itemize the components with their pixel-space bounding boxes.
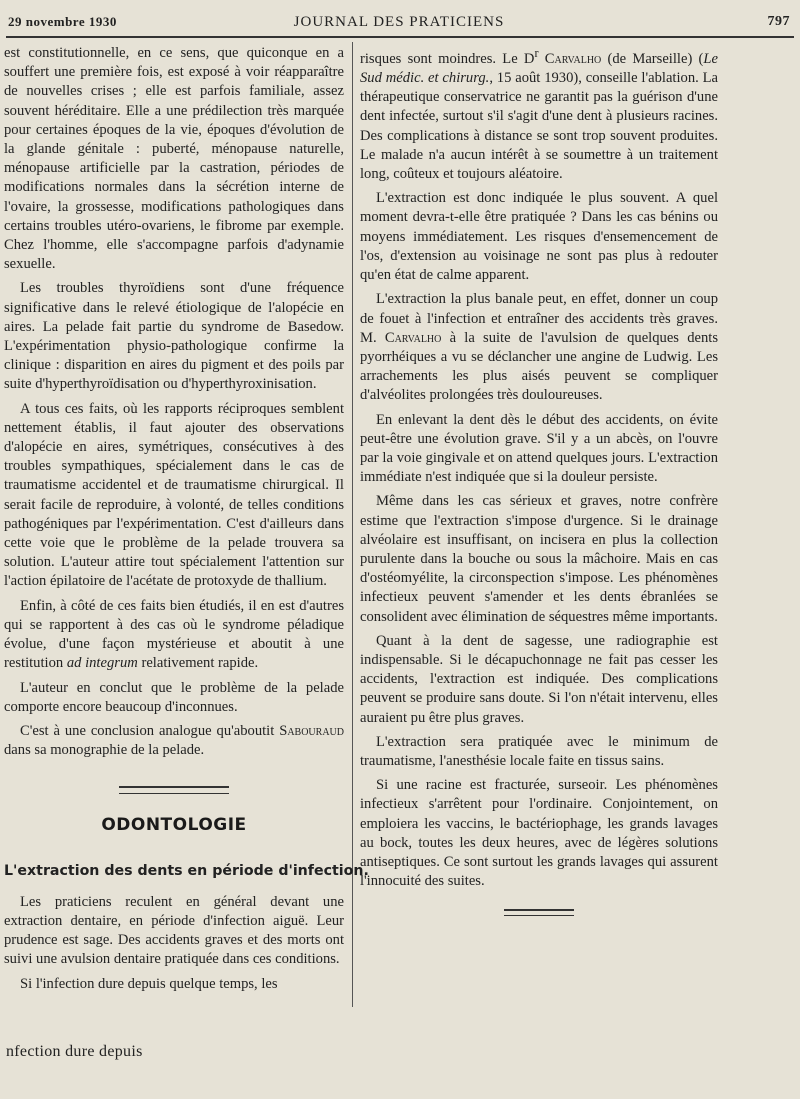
paragraph: Quant à la dent de sagesse, une radiographie est indispensable. Si le décapuchonnage ne fait pas cesser les accidents, l'extraction est indiquée. Des complications peuvent se produire sans doute. Si l'on n'était intervenu, elles auraient pu être plus graves. bbox=[360, 632, 718, 726]
right-column bbox=[360, 44, 718, 916]
header-date: 29 novembre 1930 bbox=[8, 14, 117, 29]
paragraph: Si l'infection dure depuis quelque temps, les bbox=[20, 975, 278, 992]
paragraph: Si une racine est fracturée, surseoir. Les phénomènes infectieux s'arrêtent pour l'ordinaire. Conjointement, on emploiera les vaccins, le bactériophage, les grands lavages au bock, toutes les deux heures, avec de légères solutions antiseptiques. Ce sont surtout les grands lavages qui assurent l'innocuité des suites. bbox=[360, 777, 718, 890]
paragraph: A tous ces faits, où les rapports réciproques semblent nettement établis, il faut ajouter des observations d'alopécie en aires, symétriques, consécutives à des troubles sympathiques, spécialement dans le cas de traumatisme accidentel et de traumatisme chirurgical. Il serait facile de reproduire, à volonté, de telles conditions pathogéniques par l'expérimentation. C'est d'ailleurs dans cette voie que le problème de la pelade trouvera sa solution. L'auteur attire tout spécialement l'attention sur l'action épilatoire de l'acétate de protoxyde de thallium. bbox=[4, 400, 344, 590]
paragraph: L'extraction sera pratiquée avec le minimum de traumatisme, l'anesthésie locale faite en tissus sains. bbox=[360, 733, 718, 769]
paragraph: L'auteur en conclut que le problème de la pelade comporte encore beaucoup d'inconnues. bbox=[4, 679, 344, 715]
running-header bbox=[8, 14, 790, 34]
paragraph-text: (de Marseille) ( bbox=[607, 50, 704, 67]
paragraph: Même dans les cas sérieux et graves, notre confrère estime que l'extraction s'impose d'urgence. Si le drainage alvéolaire est insuffisant, on incisera en plus la collection purulente dans la bouche ou sous la mâchoire. Mais en cas d'ostéomyélite, la circonspection s'impose. Les phénomènes infectieux peuvent s'amender et les dents ébranlées se consolident avec élimination de séquestres même importants. bbox=[360, 493, 718, 625]
paragraph bbox=[360, 44, 718, 184]
italic-phrase: ad integrum bbox=[66, 655, 138, 672]
article-title: L'extraction des dents en période d'infection. bbox=[4, 862, 369, 879]
paragraph: L'extraction est donc indiquée le plus souvent. A quel moment devra-t-elle être pratiquée ? Dans les cas bénins ou moyens immédiatement. Les risques d'ensemencement de l'os, d'extension au voisinage ne sont pas plus à redouter qu'en état de calme apparent. bbox=[360, 190, 718, 284]
paragraph-text: relativement rapide. bbox=[141, 655, 259, 672]
section-separator bbox=[119, 786, 229, 794]
superscript: r bbox=[534, 46, 539, 60]
paragraph: En enlevant la dent dès le début des accidents, on évite peut-être une évolution grave. S'il y a un abcès, on l'ouvre par la voie gingivale et on attend quelques jours. L'extraction immédiate n'est indiquée que si la douleur persiste. bbox=[360, 411, 718, 486]
paragraph bbox=[4, 597, 344, 674]
author-name: Carvalho bbox=[384, 329, 442, 346]
journal-title: JOURNAL DES PRATICIENS bbox=[293, 14, 505, 30]
paragraph-text: L'extraction la plus banale peut, en effet, donner un coup de fouet à l'infection et entraîner des accidents très graves. M. bbox=[360, 291, 718, 346]
section-heading: ODONTOLOGIE bbox=[101, 815, 247, 836]
page-number: 797 bbox=[767, 14, 790, 29]
paragraph-text: Enfin, à côté de ces faits bien étudiés, il en est d'autres qui se rapportent à des cas où le syndrome péladique évolue, d'une façon mystérieuse et aboutit à une restitution bbox=[4, 597, 344, 672]
journal-citation: Le Sud médic. et chirurg. bbox=[360, 50, 718, 87]
paragraph-text: risques sont moindres. Le D bbox=[360, 50, 535, 67]
paragraph: Les praticiens reculent en général devant une extraction dentaire, en période d'infection aiguë. Leur prudence est sage. Des accidents graves et des morts ont suivi une avulsion dentaire pratiquée dans ces conditions. bbox=[4, 893, 344, 968]
bleed-through-text: nfection dure depuis bbox=[6, 1043, 143, 1060]
paragraph: Les troubles thyroïdiens sont d'une fréquence significative dans le relevé étiologique de l'alopécie en aires. La pelade fait partie du syndrome de Basedow. L'expérimentation physio-pathologique confirme la clinique : disparition en aires du pigment et des poils par suite d'hyperthyroïdisation ou d'hyperthyroxinisation. bbox=[4, 280, 344, 393]
paragraph-text: dans sa monographie de la pelade. bbox=[4, 742, 205, 759]
paragraph-text: à la suite de l'avulsion de quelques dents pyorrhéiques a vu se déclancher une angine de Ludwig. Les arrachements les plus aisés peuvent se compliquer d'alvéolites prolongées très douloureuses. bbox=[360, 329, 718, 404]
left-column bbox=[4, 44, 369, 999]
paragraph-text: , 15 août 1930), conseille l'ablation. La thérapeutique conservatrice ne garantit pas la guérison d'une dent infectée, surtout s'il s'agit d'une dent à plusieurs racines. Des complications à distance se sont trop souvent produites. Le malade n'a aucun intérêt à se soumettre à un traitement long, coûteux et toujours aléatoire. bbox=[360, 70, 718, 183]
author-name: Carvalho bbox=[544, 50, 602, 67]
paragraph bbox=[4, 722, 344, 760]
author-name: Sabouraud bbox=[279, 722, 344, 739]
paragraph bbox=[360, 290, 718, 405]
end-separator bbox=[504, 909, 574, 916]
paragraph-text: C'est à une conclusion analogue qu'aboutit bbox=[20, 722, 275, 739]
header-rule bbox=[6, 36, 794, 38]
paragraph: est constitutionnelle, en ce sens, que quiconque en a souffert une première fois, est exposé à voir réapparaître de nouvelles crises ; elle est parfois familiale, assez souvent héréditaire. Elle a une prédilection très marquée pour certaines époques de la vie, époques d'évolution de la glande génitale : puberté, ménopause naturelle, ménopause artificielle par la castration, périodes de modifications normales dans la sécrétion interne de l'ovaire, la grossesse, modifications pathologiques dans certains troubles utéro-ovariens, le fibrome par exemple. Chez l'homme, elle s'accompagne parfois d'adynamie sexuelle. bbox=[4, 45, 344, 273]
